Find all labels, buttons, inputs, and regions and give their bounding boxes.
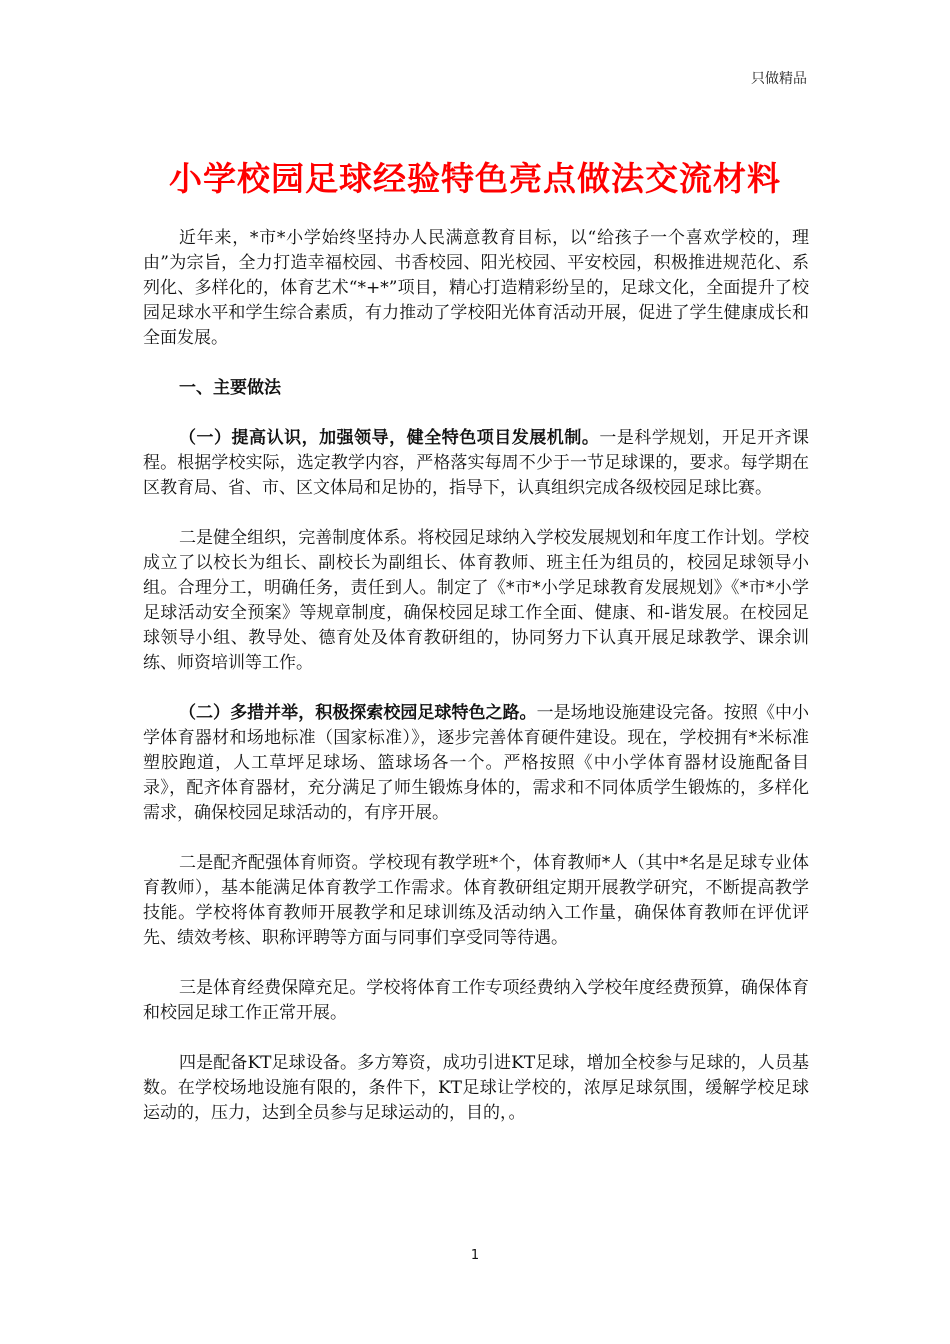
subsection-1-lead: （一）提高认识，加强领导，健全特色项目发展机制。 — [179, 428, 600, 448]
kt-football-paragraph: 四是配备KT足球设备。多方筹资，成功引进KT足球，增加全校参与足球的，人员基数。在学校场地设施有限的，条件下，KT足球让学校的，浓厚足球氛围，缓解学校足球运动的，压力，达到全员参与足球运动的，目的，。 — [143, 1053, 809, 1123]
document-title: 小学校园足球经验特色亮点做法交流材料 — [169, 159, 781, 198]
page-number: 1 — [470, 1248, 480, 1263]
document-body — [143, 226, 809, 1151]
subsection-1-text: 一是科学规划，开足开齐课程。根据学校实际，选定教学内容，严格落实每周不少于一节足球课的，要求。每学期在区教育局、省、市、区文体局和足协的，指导下，认真组织完成各级校园足球比赛。 — [143, 428, 810, 498]
section-heading-main-practices: 一、主要做法 — [179, 378, 281, 398]
intro-paragraph: 近年来，*市*小学始终坚持办人民满意教育目标，以“给孩子一个喜欢学校的，理由”为宗旨，全力打造幸福校园、书香校园、阳光校园、平安校园，积极推进规范化、系列化、多样化的，体育艺术“*+*”项目，精心打造精彩纷呈的，足球文化，全面提升了校园足球水平和学生综合素质，有力推动了学校阳光体育活动开展，促进了学生健康成长和全面发展。 — [143, 228, 809, 348]
subsection-2-paragraph — [143, 701, 809, 826]
subsection-2-lead: （二）多措并举，积极探索校园足球特色之路。 — [179, 703, 537, 723]
header-note: 只做精品 — [751, 71, 807, 87]
funding-paragraph: 三是体育经费保障充足。学校将体育工作专项经费纳入学校年度经费预算，确保体育和校园足球工作正常开展。 — [143, 978, 809, 1023]
organization-paragraph: 二是健全组织，完善制度体系。将校园足球纳入学校发展规划和年度工作计划。学校成立了以校长为组长、副校长为副组长、体育教师、班主任为组员的，校园足球领导小组。合理分工，明确任务，责任到人。制定了《*市*小学足球教育发展规划》《*市*小学足球活动安全预案》等规章制度，确保校园足球工作全面、健康、和-谐发展。在校园足球领导小组、教导处、德育处及体育教研组的，协同努力下认真开展足球教学、课余训练、师资培训等工作。 — [143, 528, 809, 673]
subsection-1-paragraph — [143, 426, 809, 501]
teachers-paragraph: 二是配齐配强体育师资。学校现有教学班*个，体育教师*人（其中*名是足球专业体育教师），基本能满足体育教学工作需求。体育教研组定期开展教学研究，不断提高教学技能。学校将体育教师开展教学和足球训练及活动纳入工作量，确保体育教师在评优评先、绩效考核、职称评聘等方面与同事们享受同等待遇。 — [143, 853, 809, 948]
subsection-2-text: 一是场地设施建设完备。按照《中小学体育器材和场地标准（国家标准）》，逐步完善体育硬件建设。现在，学校拥有*米标准塑胶跑道，人工草坪足球场、篮球场各一个。严格按照《中小学体育器材设施配备目录》，配齐体育器材，充分满足了师生锻炼身体的，需求和不同体质学生锻炼的，多样化需求，确保校园足球活动的，有序开展。 — [143, 703, 810, 823]
